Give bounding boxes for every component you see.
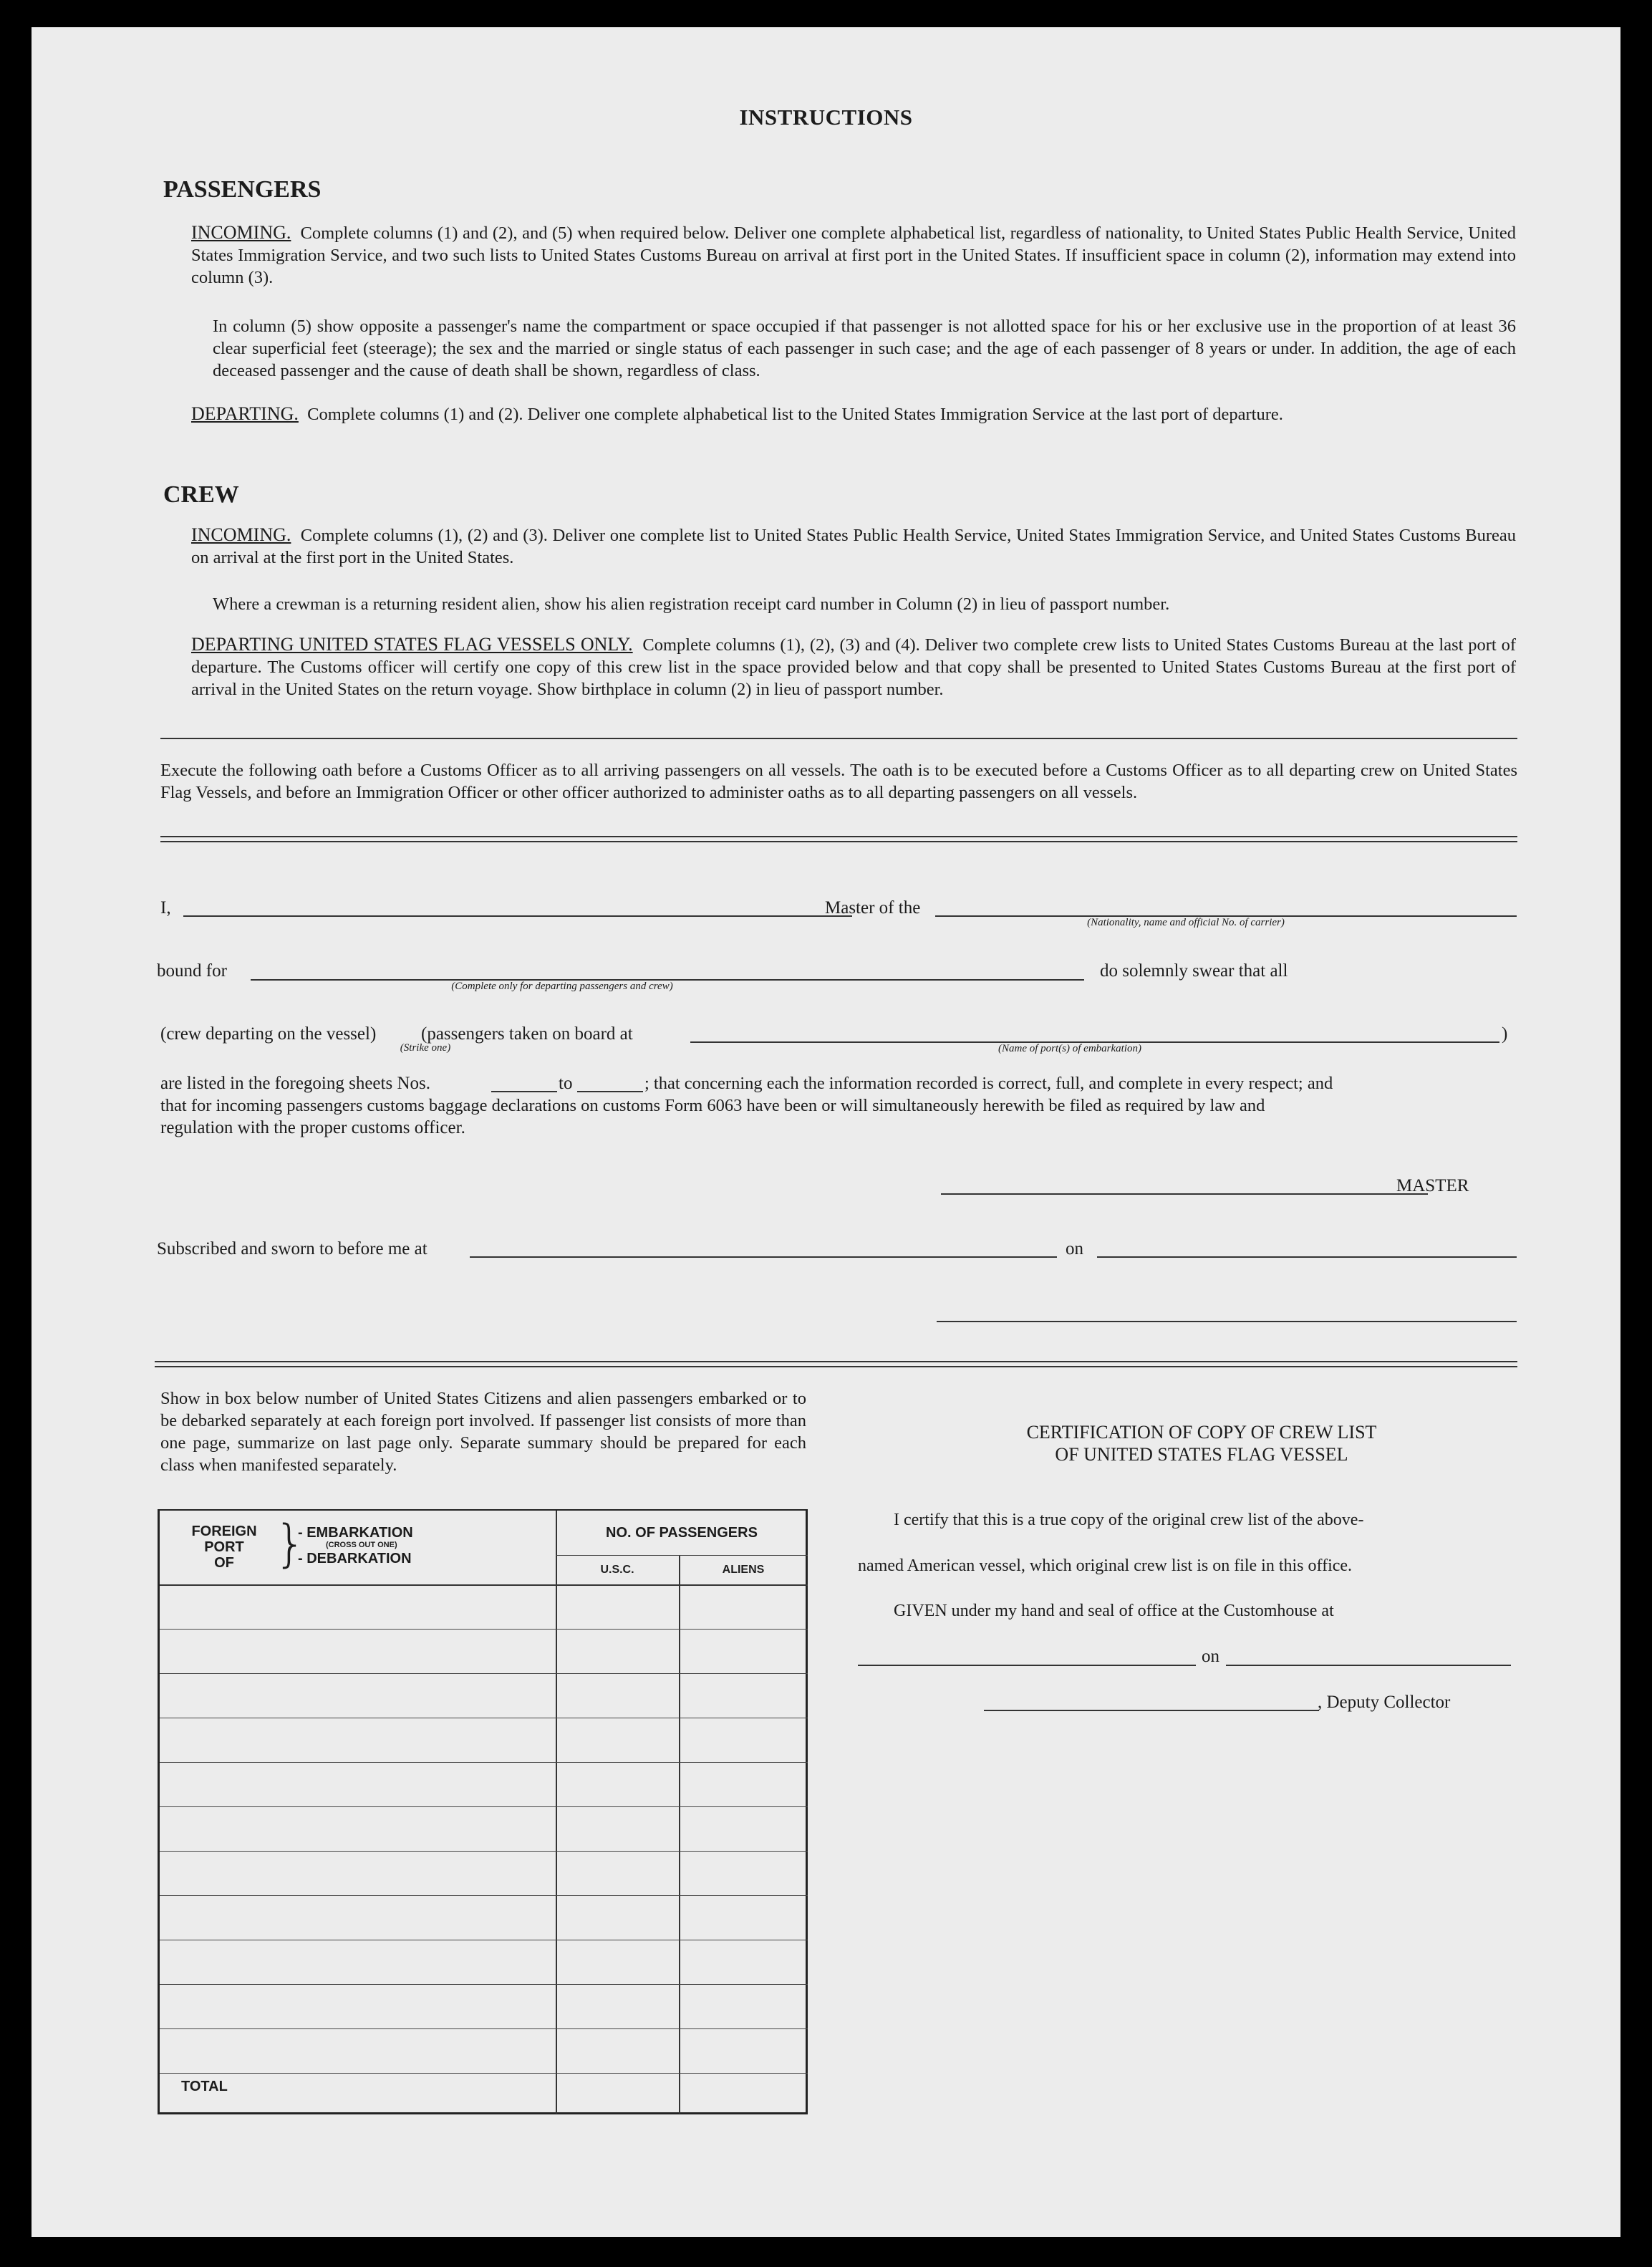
embarkation-caption: (Name of port(s) of embarkation) — [998, 1043, 1141, 1054]
strike-caption: (Strike one) — [400, 1042, 451, 1054]
bound-for-label: bound for — [157, 961, 227, 981]
brace-icon: } — [274, 1514, 306, 1573]
passengers-incoming-head: INCOMING. — [191, 222, 291, 243]
table-row-line — [160, 1984, 808, 1985]
table-row-line — [160, 1762, 808, 1763]
swear-label: do solemnly swear that all — [1100, 961, 1288, 981]
table-row-line — [160, 1629, 808, 1630]
form-sheet — [32, 27, 1620, 2237]
certification-title — [879, 1421, 1524, 1465]
master-label: MASTER — [1396, 1176, 1469, 1195]
sheet-from-field[interactable] — [491, 1091, 557, 1092]
total-label: TOTAL — [181, 2079, 228, 2094]
certify-line-2: named American vessel, which original crew list is on file in this office. — [858, 1556, 1353, 1575]
certification-title-line1: CERTIFICATION OF COPY OF CREW LIST — [1026, 1422, 1377, 1443]
passengers-heading: PASSENGERS — [163, 176, 322, 203]
listed-label: are listed in the foregoing sheets Nos. — [160, 1074, 430, 1093]
table-row-line — [160, 1851, 808, 1852]
embarkation-label: - EMBARKATION — [298, 1525, 413, 1541]
master-name-field[interactable] — [183, 915, 852, 917]
usc-header: U.S.C. — [600, 1564, 634, 1576]
crew-departing-head: DEPARTING UNITED STATES FLAG VESSELS ONLY. — [191, 634, 633, 655]
page-title: INSTRUCTIONS — [739, 105, 913, 130]
table-subheader-line — [556, 1555, 808, 1556]
passengers-incoming-text: Complete columns (1) and (2), and (5) when required below. Deliver one complete alphabetical list, regardless of nationality, to United States Public Health Service, United States Immigration Service, and two such lists to United States Customs Bureau on arrival at first port in the United States. If insufficient space in column (2), information may extend into column (3). — [191, 223, 1517, 287]
master-signature-field[interactable] — [941, 1193, 1428, 1195]
table-row-line — [160, 2028, 808, 2029]
officer-signature-field[interactable] — [937, 1321, 1517, 1322]
passengers-departing-head: DEPARTING. — [191, 403, 299, 424]
crew-resident-paragraph: Where a crewman is a returning resident alien, show his alien registration receipt card number in Column (2) in lieu of passport number. — [213, 595, 1170, 614]
sworn-place-field[interactable] — [470, 1256, 1057, 1258]
crew-heading: CREW — [163, 481, 239, 508]
oath-divider-2 — [160, 841, 1517, 842]
lower-divider-2 — [155, 1366, 1517, 1367]
certification-title-line2: OF UNITED STATES FLAG VESSEL — [1055, 1444, 1348, 1465]
master-of-label: Master of the — [825, 898, 921, 918]
crew-incoming-paragraph — [191, 524, 1516, 569]
crew-departing-option[interactable]: (crew departing on the vessel) — [160, 1024, 377, 1044]
foreign-port-header: FOREIGN PORT OF — [191, 1524, 257, 1571]
deputy-signature-field[interactable] — [984, 1710, 1319, 1711]
passengers-incoming-paragraph — [191, 221, 1516, 289]
certification-on-label: on — [1202, 1647, 1219, 1666]
certify-line-1: I certify that this is a true copy of the original crew list of the above- — [894, 1511, 1364, 1529]
carrier-caption: (Nationality, name and official No. of carrier) — [1087, 917, 1285, 928]
oath-line-3: regulation with the proper customs officer. — [160, 1118, 465, 1137]
cross-out-label: (CROSS OUT ONE) — [326, 1541, 397, 1549]
deputy-collector-label: , Deputy Collector — [1318, 1693, 1451, 1712]
passengers-column5-paragraph: In column (5) show opposite a passenger's name the compartment or space occupied if that passenger is not allotted space for his or her exclusive use in the proportion of at least 36 clear superficial feet (steerage); the sex and the married or single status of each passenger in such case; and the age of each passenger of 8 years or under. In addition, the age of each deceased passenger and the cause of death shall be shown, regardless of class. — [213, 317, 1516, 380]
table-row-line — [160, 1895, 808, 1896]
crew-incoming-text: Complete columns (1), (2) and (3). Deliver one complete list to United States Public Health Service, United States Immigration Service, and United States Customs Bureau on arrival at the first port in the United States. — [191, 526, 1516, 567]
lower-divider-1 — [155, 1361, 1517, 1362]
bound-for-caption: (Complete only for departing passengers and crew) — [451, 981, 673, 992]
listed-rest: ; that concerning each the information recorded is correct, full, and complete in every respect; and — [644, 1074, 1333, 1093]
passenger-summary-table — [158, 1509, 808, 2114]
table-row-line — [160, 1673, 808, 1674]
sworn-date-field[interactable] — [1097, 1256, 1517, 1258]
passengers-taken-option[interactable]: (passengers taken on board at — [421, 1024, 633, 1044]
crew-departing-text: Complete columns (1), (2), (3) and (4). Deliver two complete crew lists to United States Customs Bureau at the last port of departure. The Customs officer will certify one copy of this crew list in the space provided below and that copy shall be presented to United States Customs Bureau at the first port of arrival in the United States on the return voyage. Show birthplace in column (2) in lieu of passport number. — [191, 635, 1516, 699]
oath-i-label: I, — [160, 898, 171, 918]
table-divider-port — [556, 1511, 557, 2114]
summary-instructions: Show in box below number of United States Citizens and alien passengers embarked or to be debarked separately at each foreign port involved. If passenger list consists of more than one page, summarize on last page only. Separate summary should be prepared for each class when manifested separately. — [160, 1389, 806, 1475]
sheet-to-field[interactable] — [577, 1091, 643, 1092]
oath-divider-1 — [160, 836, 1517, 837]
to-label: to — [559, 1074, 573, 1093]
crew-incoming-head: INCOMING. — [191, 524, 291, 545]
oath-intro: Execute the following oath before a Customs Officer as to all arriving passengers on all vessels. The oath is to be executed before a Customs Officer as to all departing crew on United States Flag Vessels, and before an Immigration Officer or other officer authorized to administer oaths as to all departing passengers on all vessels. — [160, 761, 1517, 802]
sworn-on-label: on — [1066, 1239, 1083, 1258]
crew-departing-paragraph — [191, 633, 1516, 701]
table-header-line — [160, 1584, 808, 1586]
certification-date-field[interactable] — [1226, 1665, 1511, 1666]
section-divider — [160, 738, 1517, 739]
table-divider-usc — [679, 1555, 680, 2114]
oath-line-2: that for incoming passengers customs baggage declarations on customs Form 6063 have been or will simultaneously herewith be filed as required by law and — [160, 1096, 1265, 1115]
customhouse-field[interactable] — [858, 1665, 1196, 1666]
table-row-line — [160, 1806, 808, 1807]
aliens-header: ALIENS — [722, 1564, 765, 1576]
passengers-departing-text: Complete columns (1) and (2). Deliver one complete alphabetical list to the United States Immigration Service at the last port of departure. — [307, 405, 1283, 424]
close-paren: ) — [1502, 1024, 1508, 1044]
subscribed-label: Subscribed and sworn to before me at — [157, 1239, 428, 1258]
given-text: GIVEN under my hand and seal of office at the Customhouse at — [894, 1602, 1334, 1620]
passengers-departing-paragraph — [191, 403, 1516, 425]
passengers-count-header: NO. OF PASSENGERS — [606, 1525, 758, 1541]
table-row-line — [160, 2073, 808, 2074]
debarkation-label: - DEBARKATION — [298, 1551, 412, 1566]
